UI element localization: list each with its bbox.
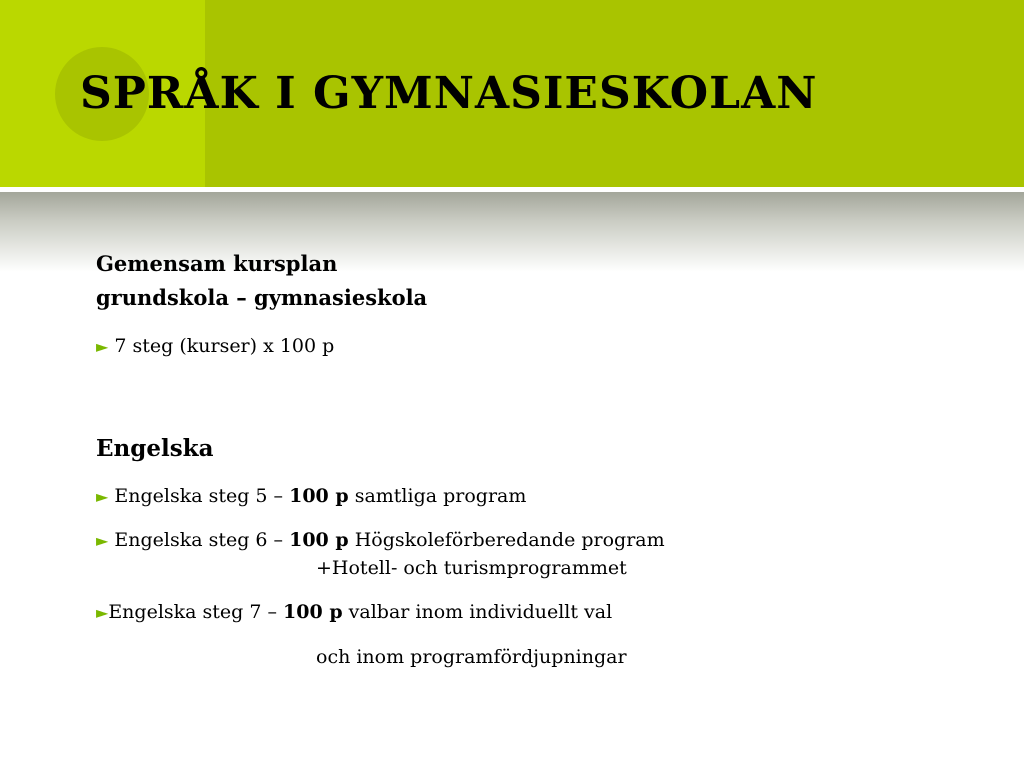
- section-heading-line2: grundskola – gymnasieskola: [96, 285, 428, 310]
- bullet-arrow-icon: ►: [96, 487, 109, 506]
- bullet-continuation: och inom programfördjupningar: [316, 646, 627, 668]
- bullet-continuation: +Hotell- och turismprogrammet: [316, 557, 627, 579]
- bullet-item: [96, 335, 334, 357]
- bullet-arrow-icon: ►: [96, 531, 109, 550]
- bullet-text-points: 100 p: [289, 529, 349, 551]
- bullet-text-suffix: Högskoleförberedande program: [348, 529, 665, 551]
- bullet-item: [96, 601, 612, 623]
- bullet-text-suffix: samtliga program: [348, 485, 527, 507]
- bullet-text-suffix: valbar inom individuellt val: [342, 601, 613, 623]
- bullet-text-points: 100 p: [283, 601, 343, 623]
- bullet-text: 7 steg (kurser) x 100 p: [114, 335, 335, 357]
- bullet-arrow-icon: ►: [96, 337, 109, 356]
- section-heading-line1: Gemensam kursplan: [96, 251, 338, 276]
- bullet-item: [96, 529, 665, 551]
- bullet-arrow-icon: ►: [96, 603, 109, 622]
- bullet-text-prefix: Engelska steg 7 –: [108, 601, 284, 623]
- bullet-item: [96, 485, 526, 507]
- bullet-text-points: 100 p: [289, 485, 349, 507]
- bullet-text-prefix: Engelska steg 6 –: [114, 529, 290, 551]
- bullet-text-prefix: Engelska steg 5 –: [114, 485, 290, 507]
- slide-title: SPRÅK I GYMNASIESKOLAN: [80, 68, 818, 119]
- section-heading-engelska: Engelska: [96, 435, 214, 462]
